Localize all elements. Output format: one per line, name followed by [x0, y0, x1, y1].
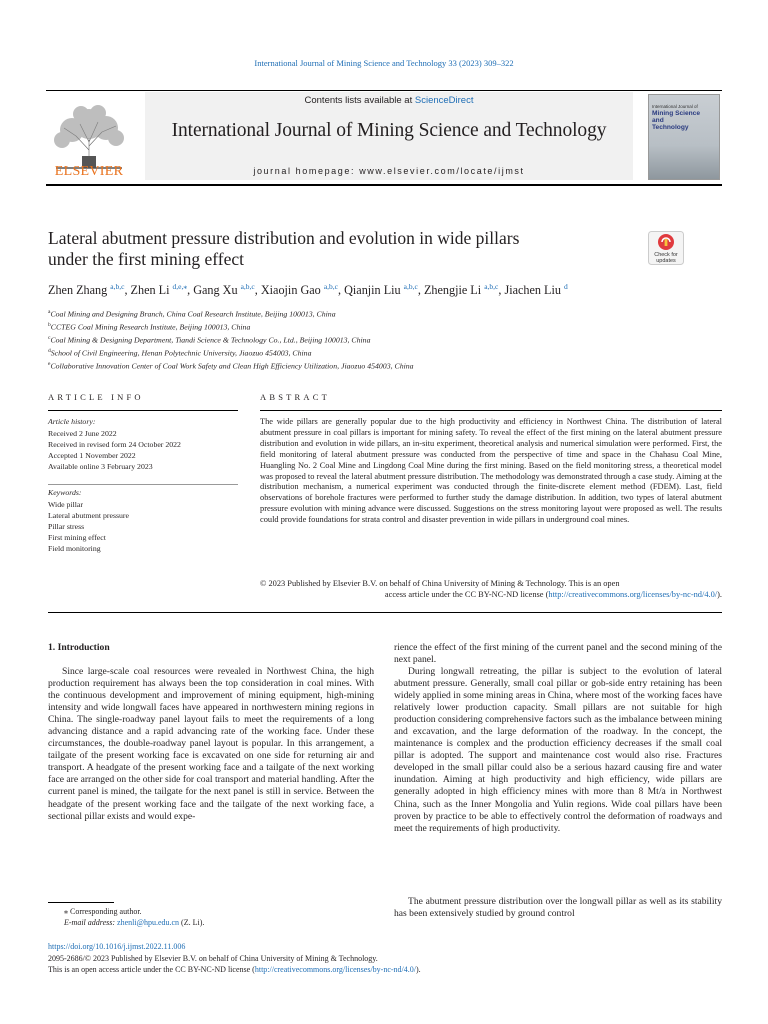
elsevier-wordmark: ELSEVIER [54, 164, 124, 179]
journal-cover-thumbnail[interactable] [648, 94, 720, 180]
history-item: Accepted 1 November 2022 [48, 451, 136, 460]
author-list: Zhen Zhang $^{a,b,c}$, Zhen Li $^{d,e,⁎}$, Gang Xu $^{a,b,c}$, Xiaojin Gao $^{a,b,c}$, Qianjin Liu $^{a,b,c}$, Zhengjie Li $^{a,b,c}$, Jiachen Liu $^d$ [48, 282, 568, 298]
history-item: Received in revised form 24 October 2022 [48, 440, 181, 449]
author-name[interactable]: Qianjin Liu [344, 283, 401, 298]
author-affiliation-marker[interactable]: a,b,c [403, 282, 418, 291]
sciencedirect-link[interactable]: ScienceDirect [414, 95, 474, 106]
affiliation-text: Coal Mining & Designing Department, Tiandi Science & Technology Co., Ltd., Beijing 100013, China [50, 335, 371, 345]
affiliation-item [48, 333, 728, 346]
cover-title-line-2: Mining Science [652, 110, 700, 117]
affiliation-item [48, 346, 728, 359]
license-prefix: access article under the CC BY-NC-ND license ( [384, 590, 549, 599]
homepage-prefix: journal homepage: [253, 166, 360, 176]
cover-title-line-3: and [652, 117, 664, 124]
contents-lists-line [145, 95, 633, 106]
body-paragraph-right-continued: rience the effect of the first mining of the current panel and the second mining of the next panel. [394, 642, 722, 666]
journal-title: International Journal of Mining Science and Technology [171, 120, 607, 141]
email-suffix: (Z. Li). [179, 918, 205, 927]
corresponding-author-footnote [48, 906, 204, 928]
author-affiliation-marker[interactable]: a,b,c [240, 282, 255, 291]
article-title-line-1: Lateral abutment pressure distribution and evolution in wide pillars [48, 228, 520, 248]
affiliation-text: Collaborative Innovation Center of Coal Work Safety and Clean High Efficiency Utilization, Jiaozuo 454003, China [50, 361, 414, 371]
check-for-updates-label: Check for updates [654, 252, 678, 264]
homepage-link[interactable]: www.elsevier.com/locate/ijmst [359, 166, 525, 176]
cover-title [652, 103, 718, 131]
article-history-list [48, 428, 181, 472]
author-name[interactable]: Gang Xu [193, 283, 238, 298]
affiliation-key: d [48, 347, 51, 354]
affiliation-item [48, 359, 728, 372]
history-item: Received 2 June 2022 [48, 429, 117, 438]
author-affiliation-marker[interactable]: a,b,c [484, 282, 499, 291]
body-paragraph-right-last: The abutment pressure distribution over the longwall pillar as well as its stability has been extensively studied by ground control [394, 896, 722, 920]
affiliation-text: Coal Mining and Designing Branch, China Coal Research Institute, Beijing 100013, China [50, 309, 336, 319]
affiliation-text: School of Civil Engineering, Henan Polytechnic University, Jiaozuo 454003, China [50, 348, 312, 358]
contents-prefix: Contents lists available at [304, 95, 415, 106]
section-heading-introduction: 1. Introduction [48, 642, 110, 653]
email-line [48, 917, 204, 928]
abstract-rule [260, 410, 722, 411]
affiliation-item [48, 307, 728, 320]
footnote-rule [48, 902, 114, 903]
abstract-license [260, 590, 722, 601]
author-name[interactable]: Jiachen Liu [504, 283, 561, 298]
license-link[interactable]: http://creativecommons.org/licenses/by-nc-nd/4.0/ [548, 590, 718, 599]
author-name[interactable]: Zhen Li [130, 283, 170, 298]
author-affiliation-marker[interactable]: d,e,⁎ [172, 282, 188, 291]
author-affiliation-marker[interactable]: d [564, 282, 568, 291]
affiliation-item [48, 320, 728, 333]
author-affiliation-marker[interactable]: a,b,c [323, 282, 338, 291]
header-bottom-rule [46, 184, 722, 186]
doi-link[interactable]: https://doi.org/10.1016/j.ijmst.2022.11.006 [48, 942, 186, 951]
keyword-item: Lateral abutment pressure [48, 511, 129, 520]
abstract-copyright: © 2023 Published by Elsevier B.V. on behalf of China University of Mining & Technology. This is an open [260, 579, 620, 588]
header-top-rule [46, 90, 722, 91]
abstract-bottom-rule [48, 612, 722, 613]
keyword-item: First mining effect [48, 533, 106, 542]
issn-line: 2095-2686/© 2023 Published by Elsevier B.V. on behalf of China University of Mining & Technology. [48, 954, 378, 963]
cover-title-line-4: Technology [652, 124, 689, 131]
affiliation-list [48, 307, 728, 371]
email-link[interactable]: zhenli@hpu.edu.cn [117, 918, 180, 927]
author-name[interactable]: Zhengjie Li [423, 283, 482, 298]
corresponding-author-label: ⁎ Corresponding author. [64, 907, 142, 916]
open-access-line [48, 965, 421, 974]
body-paragraph-right: During longwall retreating, the pillar is subject to the evolution of lateral abutment pressure. Generally, small coal pillar or gob-side entry retaining has been widely applied in some mining areas in China, where most of the working faces have relatively lower production capacity. Small pillars are not suitable for high production considering comprehensive factors such as the imbalance between mining and excavation, and the large deformation of the roadway. In the concept, the maintenance is complex and the production efficiency decreases if the small coal pillar is adopted. The support and maintenance cost would also rise. Fractures developed in the small pillar could also be a serious hazard causing fire and water inundation. Aiming at high productivity and high efficiency, wide pillars are generally adopted in high efficiency mines with more than 8 Mt/a in Northwest China, such as the Inner Mongolia and Yulin regions. Wide coal pillars have been proven by practice to be able to effectively control the deformation of roadways and meet the requirements of high productivity. [394, 666, 722, 834]
open-access-suffix: ). [416, 965, 421, 974]
author-name[interactable]: Zhen Zhang [48, 283, 108, 298]
affiliation-key: b [48, 321, 51, 328]
article-info-rule [48, 410, 238, 411]
history-item: Available online 3 February 2023 [48, 462, 153, 471]
email-label: E-mail address: [64, 918, 118, 927]
affiliation-key: e [48, 360, 51, 367]
abstract-text: The wide pillars are generally popular due to the high productivity and efficiency in Northwest China. The distribution of lateral abutment pressure in coal pillars is important for mining safety. To reveal the effect of the first mining on the lateral abutment pressure distribution and evolution in wide pillars, an in-situ experiment, theoretical analysis and numerical simulation were performed. First, the field monitoring of lateral abutment pressure was conducted from the perspective of time and space in the Chahasu Coal Mine, Huangling No. 2 Coal Mine and Lingdong Coal Mine during the first mining. Based on the field monitoring stress, a theoretical model was proposed to reveal the lateral abutment pressure distribution. The methodology was demonstrated through a case study. Aiming at the distribution mechanism, a numerical experiment was conducted through the finite-discrete element method (FDEM). Last, field observations of borehole fractures were performed to further study the damage distribution. In addition, two types of lateral abutment pressure evolution with mining advance were discussed. Suggestions on the stress monitoring layout were proposed as well. The results could provide foundations for strata control and disaster prevention in wide pillars in underground coal mines. [260, 417, 722, 525]
article-title-line-2: under the first mining effect [48, 249, 245, 269]
open-access-prefix: This is an open access article under the CC BY-NC-ND license ( [48, 965, 255, 974]
author-name[interactable]: Xiaojin Gao [260, 283, 321, 298]
journal-homepage-line [145, 166, 633, 176]
keywords-label: Keywords: [48, 488, 82, 497]
affiliation-key: c [48, 334, 51, 341]
article-title [48, 228, 628, 270]
open-access-license-link[interactable]: http://creativecommons.org/licenses/by-nc-nd/4.0/ [254, 965, 416, 974]
affiliation-key: a [48, 309, 51, 315]
affiliation-text: CCTEG Coal Mining Research Institute, Beijing 100013, China [50, 322, 251, 332]
cover-title-line-1: International Journal of [652, 104, 698, 109]
abstract-heading: ABSTRACT [260, 392, 330, 402]
body-paragraph-left: Since large-scale coal resources were revealed in Northwest China, the high production requirement has always been the top consideration in coal mines. With the continuous development and improvement of mining equipment, high-mining intensity and wide longwall faces have appeared in northwestern mining regions in China. The single-roadway panel layout fails to meet the requirements of a long advancing distance and a rapid advancing rate of the working face. Under these circumstances, the double-roadway panel layout is popular. In this arrangement, a tailgate of the present working face is excavated on one side for returning air and transport. A headgate of the present working face and a tailgate of the next working face are arranged on the other side for coal transport and material handling. After the current panel is mined, the tailgate for the next panel is still in service. Between the headgate of the present working face and the tailgate of the next working face, a sectional pillar exists and would expe- [48, 666, 374, 822]
journal-citation-link[interactable]: International Journal of Mining Science and Technology 33 (2023) 309–322 [254, 58, 514, 68]
keyword-item: Field monitoring [48, 544, 101, 553]
author-affiliation-marker[interactable]: a,b,c [110, 282, 125, 291]
article-info-heading: ARTICLE INFO [48, 392, 144, 402]
license-suffix: ). [717, 590, 722, 599]
keyword-item: Wide pillar [48, 500, 83, 509]
keywords-divider [48, 484, 238, 485]
keywords-list [48, 499, 129, 554]
article-history-label: Article history: [48, 417, 96, 426]
keyword-item: Pillar stress [48, 522, 85, 531]
